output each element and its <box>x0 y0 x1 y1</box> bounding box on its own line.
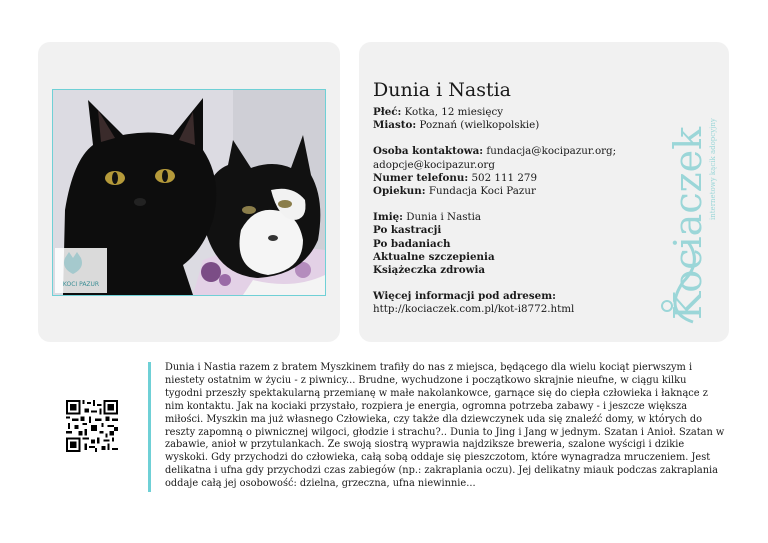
feature-exams: Po badaniach <box>373 237 451 250</box>
description-accent-bar <box>148 362 151 492</box>
guardian-row <box>373 185 643 198</box>
more-info-label: Więcej informacji pod adresem: <box>373 290 556 303</box>
contact-row <box>373 145 643 158</box>
feature-health-book: Książeczka zdrowia <box>373 264 486 277</box>
logo-text: Kociaczek <box>666 126 710 320</box>
city-value: Poznań (wielkopolskie) <box>419 119 540 132</box>
sex-value: Kotka, 12 miesięcy <box>404 106 504 118</box>
cat-details <box>373 106 643 330</box>
more-info-link[interactable]: http://kociaczek.com.pl/kot-i8772.html <box>373 303 575 316</box>
phone-value[interactable]: 502 111 279 <box>471 171 537 184</box>
city-row <box>373 119 643 132</box>
info-card <box>359 42 729 342</box>
feature-vaccinations: Aktualne szczepienia <box>373 250 495 263</box>
names-label: Imię: <box>373 211 403 224</box>
contact-email-2[interactable]: adopcje@kocipazur.org <box>373 158 495 171</box>
cat-photo-illustration <box>53 90 325 295</box>
guardian-label: Opiekun: <box>373 185 426 198</box>
contact-email-1[interactable]: fundacja@kocipazur.org; <box>486 145 617 158</box>
names-value: Dunia i Nastia <box>406 211 482 224</box>
phone-label: Numer telefonu: <box>373 171 469 184</box>
names-row <box>373 211 643 224</box>
city-label: Miasto: <box>373 119 417 132</box>
sex-label: Płeć: <box>373 106 402 118</box>
photo-card <box>38 42 340 342</box>
phone-row <box>373 172 643 185</box>
photo-watermark-text: KOCI PAZUR <box>62 281 100 288</box>
feature-castration: Po kastracji <box>373 224 442 237</box>
guardian-value: Fundacja Koci Pazur <box>428 185 536 198</box>
qr-code[interactable] <box>66 400 118 452</box>
cat-photo <box>52 89 326 296</box>
logo-tagline: internetowy kącik adopcyjny <box>709 118 717 220</box>
contact-label: Osoba kontaktowa: <box>373 145 484 158</box>
cat-description: Dunia i Nastia razem z bratem Myszkinem trafiły do nas z miejsca, będącego dla wielu kociąt pierwszym i niestety ostatnim w życiu - z piwnicy... Brudne, wychudzone i początkowo skrajnie nieufne, w ciągu kilku tygodni przeszły spektakularną przemianę w małe nakolankowce, garnące się do ciepła człowieka i łaknące z nim kontaktu. Jak na kociaki przystało, rozpiera je energia, ogromna potrzeba zabawy - i jeszcze większa miłości. Myszkin ma już własnego Człowieka, czy także dla dziewczynek uda się znaleźć domy, w których do reszty zapomną o piwnicznej wilgoci, głodzie i strachu?.. Dunia to Jing i Jang w jednym. Szatan i Anioł. Szatan w zabawie, anioł w przytulankach. Ze swoją siostrą wyprawia najdziksze breweria, szalone wyścigi i dzikie wyskoki. Gdy przychodzi do człowieka, całą sobą oddaje się pieszczotom, które wynagradza mruczeniem. Jest delikatna i ufna gdy przychodzi czas zabiegów (np.: zakraplania oczu). Jej delikatny miauk podczas zakraplania oddaje całą jej osobowość: dzielna, grzeczna, ufna niewinnie... <box>165 362 725 490</box>
kociaczek-logo <box>653 60 723 330</box>
sex-row <box>373 106 643 119</box>
cat-name-title: Dunia i Nastia <box>373 78 512 101</box>
